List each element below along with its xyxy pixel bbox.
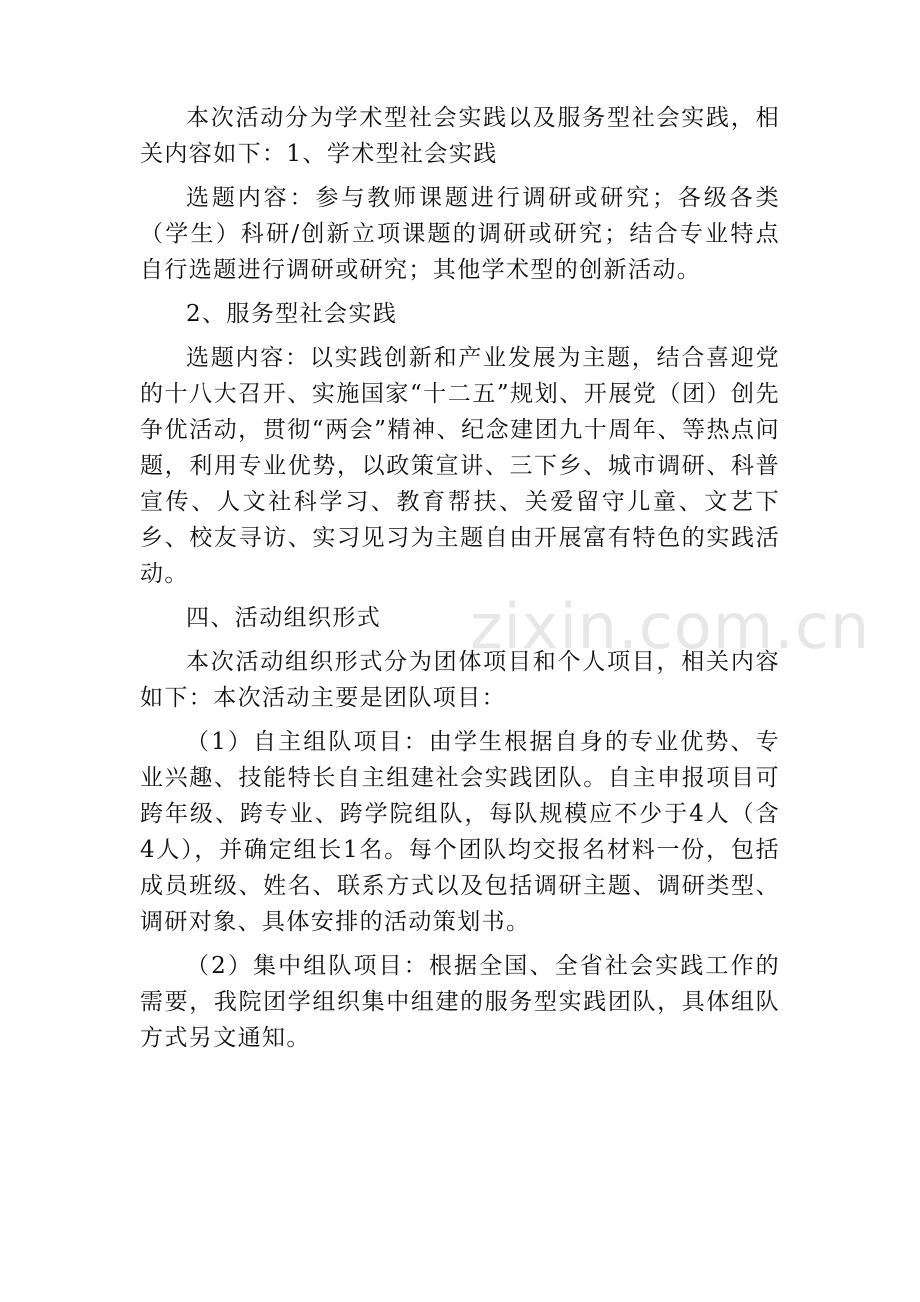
paragraph-intro: 本次活动分为学术型社会实践以及服务型社会实践，相关内容如下：1、学术型社会实践 [140, 105, 780, 167]
paragraph-service-heading: 2、服务型社会实践 [186, 301, 398, 327]
section-heading-organization: 四、活动组织形式 [186, 605, 382, 631]
paragraph-centralized-team: （2）集中组队项目：根据全国、全省社会实践工作的需要，我院团学组织集中组建的服务型实践团队，具体组队方式另文通知。 [140, 953, 780, 1051]
watermark-text: zixin.com.cn [470, 590, 871, 663]
paragraph-organization-intro: 本次活动组织形式分为团体项目和个人项目，相关内容如下：本次活动主要是团队项目： [140, 649, 780, 711]
document-body [140, 100, 780, 1064]
paragraph-service-topics: 选题内容：以实践创新和产业发展为主题，结合喜迎党的十八大召开、实施国家“十二五”规划、开展党（团）创先争优活动，贯彻“两会”精神、纪念建团九十周年、等热点问题，利用专业优势，以政策宣讲、三下乡、城市调研、科普宣传、人文社科学习、教育帮扶、关爱留守儿童、文艺下乡、校友寻访、实习见习为主题自由开展富有特色的实践活动。 [140, 345, 780, 587]
paragraph-academic-topics: 选题内容：参与教师课题进行调研或研究；各级各类（学生）科研/创新立项课题的调研或研究；结合专业特点自行选题进行调研或研究；其他学术型的创新活动。 [140, 185, 780, 283]
paragraph-self-organized-team: （1）自主组队项目：由学生根据自身的专业优势、专业兴趣、技能特长自主组建社会实践团队。自主申报项目可跨年级、跨专业、跨学院组队，每队规模应不少于4人（含4人），并确定组长1名。每个团队均交报名材料一份，包括成员班级、姓名、联系方式以及包括调研主题、调研类型、调研对象、具体安排的活动策划书。 [140, 729, 780, 935]
